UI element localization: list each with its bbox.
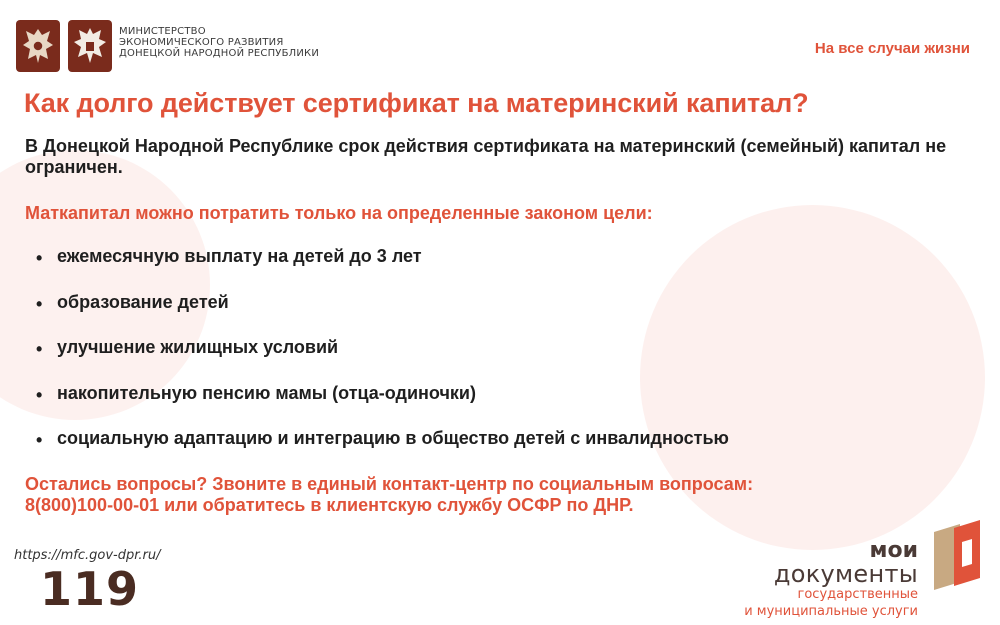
list-item-text: улучшение жилищных условий (57, 337, 339, 357)
logo-documents: документы (773, 560, 918, 588)
logo-subtitle-1: государственные (797, 587, 918, 602)
bullet-list (36, 246, 729, 474)
contact-line-2: 8(800)100-00-01 или обратитесь в клиентскую службу ОСФР по ДНР. (25, 495, 634, 515)
ministry-name (119, 26, 319, 59)
slogan: На все случаи жизни (814, 40, 970, 57)
ministry-line-3: ДОНЕЦКОЙ НАРОДНОЙ РЕСПУБЛИКИ (119, 48, 320, 59)
page-title: Как долго действует сертификат на материнский капитал? (24, 88, 809, 118)
bullet-icon: • (36, 339, 43, 359)
bullet-icon: • (36, 430, 43, 450)
moi-documenty-logo-icon (930, 520, 984, 592)
intro-text: В Донецкой Народной Республике срок действия сертификата на материнский (семейный) капитал не ограничен. (25, 136, 947, 177)
site-url[interactable]: https://mfc.gov-dpr.ru/ (14, 548, 161, 563)
list-item-text: образование детей (57, 291, 229, 312)
bullet-icon: • (36, 384, 43, 405)
ministry-line-2: ЭКОНОМИЧЕСКОГО РАЗВИТИЯ (119, 37, 284, 48)
list-item (36, 383, 729, 429)
list-item-text: социальную адаптацию и интеграцию в общество детей с инвалидностью (57, 428, 729, 448)
coat-of-arms-dpr-icon (68, 20, 112, 72)
contact-info (25, 474, 753, 516)
page-number: 119 (40, 562, 140, 616)
bullet-icon: • (36, 293, 43, 314)
subheading: Маткапитал можно потратить только на определенные законом цели: (25, 203, 653, 223)
list-item-text: ежемесячную выплату на детей до 3 лет (57, 246, 422, 266)
ministry-line-1: МИНИСТЕРСТВО (119, 26, 206, 37)
moi-documenty-logo-text (744, 540, 918, 620)
list-item (36, 246, 729, 292)
bullet-icon: • (36, 248, 43, 268)
list-item (36, 292, 729, 338)
logo-subtitle-2: и муниципальные услуги (744, 604, 918, 619)
coat-of-arms-russia-icon (16, 20, 60, 72)
list-item (36, 337, 729, 383)
contact-line-1: Остались вопросы? Звоните в единый контакт-центр по социальным вопросам: (25, 474, 754, 494)
list-item-text: накопительную пенсию мамы (отца-одиночки) (57, 382, 476, 403)
list-item (36, 428, 729, 474)
logo-moi: мои (869, 538, 918, 563)
